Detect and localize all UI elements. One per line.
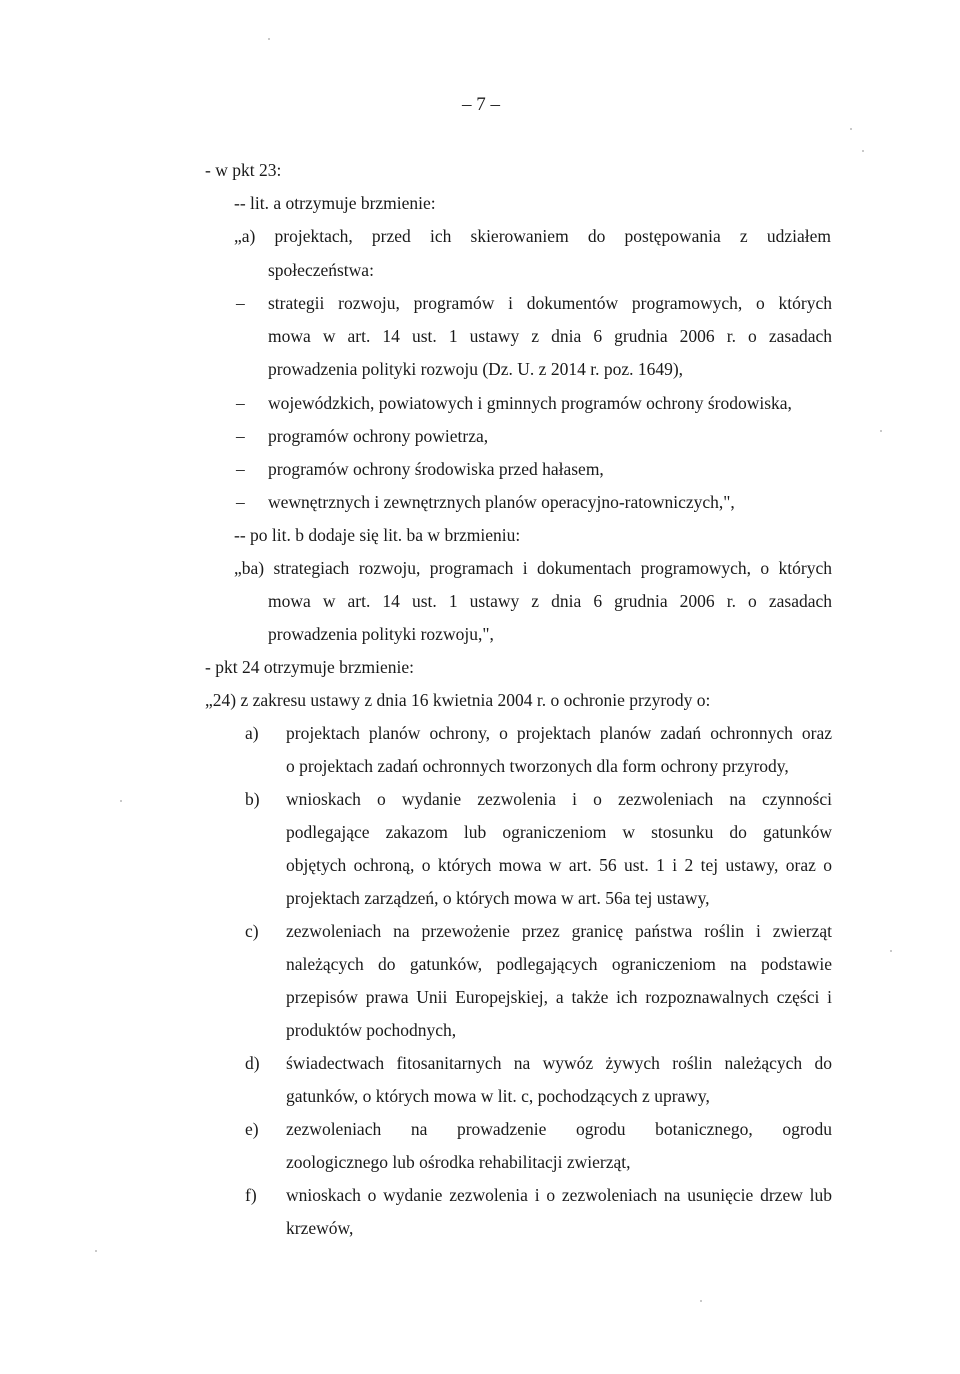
text-line: produktów pochodnych, [286,1020,457,1040]
page-number: – 7 – [462,94,500,115]
text-line: mowa w art. 14 ust. 1 ustawy z dnia 6 grudnia 2006 r. o zasadach [268,591,832,611]
scan-speck [862,150,864,152]
dash-bullet: – [236,492,245,512]
item-letter-c: c) [245,921,259,941]
text-line: wnioskach o wydanie zezwolenia i o zezwoleniach na czynności [286,789,832,809]
text-line: - w pkt 23: [205,160,282,180]
text-line: wewnętrznych i zewnętrznych planów operacyjno-ratowniczych,", [268,492,735,512]
scan-speck [120,800,122,802]
text-line: zoologicznego lub ośrodka rehabilitacji zwierząt, [286,1152,631,1172]
scan-speck [95,1250,97,1252]
scan-speck [700,1300,702,1302]
text-line: - pkt 24 otrzymuje brzmienie: [205,657,414,677]
dash-bullet: – [236,426,245,446]
text-line: społeczeństwa: [268,260,374,280]
text-line: prowadzenia polityki rozwoju (Dz. U. z 2014 r. poz. 1649), [268,359,684,379]
text-line: objętych ochroną, o których mowa w art. 56 ust. 1 i 2 tej ustawy, oraz o [286,855,832,875]
text-line: wnioskach o wydanie zezwolenia i o zezwoleniach na usunięcie drzew lub [286,1185,832,1205]
text-line: „a) projektach, przed ich skierowaniem do postępowania z udziałem [234,226,831,246]
scan-speck [880,430,882,432]
text-line: podlegające zakazom lub ograniczeniom w stosunku do gatunków [286,822,832,842]
text-line: przepisów prawa Unii Europejskiej, a także ich rozpoznawalnych części i [286,987,832,1007]
text-line: strategii rozwoju, programów i dokumentów programowych, o których [268,293,832,313]
item-letter-e: e) [245,1119,259,1139]
text-line: wojewódzkich, powiatowych i gminnych programów ochrony środowiska, [268,393,792,413]
text-line: -- lit. a otrzymuje brzmienie: [234,193,436,213]
text-line: należących do gatunków, podlegających ograniczeniom na podstawie [286,954,832,974]
text-line: krzewów, [286,1218,354,1238]
text-line: gatunków, o których mowa w lit. c, pochodzących z uprawy, [286,1086,710,1106]
scan-speck [268,38,270,40]
item-letter-f: f) [245,1185,257,1205]
text-line: programów ochrony powietrza, [268,426,489,446]
scan-speck [890,950,892,952]
text-line: prowadzenia polityki rozwoju,", [268,624,494,644]
item-letter-d: d) [245,1053,260,1073]
item-letter-b: b) [245,789,260,809]
scan-speck [850,128,852,130]
text-line: „ba) strategiach rozwoju, programach i dokumentach programowych, o których [234,558,832,578]
text-line: zezwoleniach na przewożenie przez granicę państwa roślin i zwierząt [286,921,832,941]
text-line: o projektach zadań ochronnych tworzonych dla form ochrony przyrody, [286,756,789,776]
text-line: „24) z zakresu ustawy z dnia 16 kwietnia 2004 r. o ochronie przyrody o: [205,690,711,710]
text-line: mowa w art. 14 ust. 1 ustawy z dnia 6 grudnia 2006 r. o zasadach [268,326,832,346]
text-line: -- po lit. b dodaje się lit. ba w brzmieniu: [234,525,521,545]
dash-bullet: – [236,293,245,313]
dash-bullet: – [236,459,245,479]
text-line: projektach zarządzeń, o których mowa w art. 56a tej ustawy, [286,888,710,908]
dash-bullet: – [236,393,245,413]
item-letter-a: a) [245,723,259,743]
text-line: projektach planów ochrony, o projektach planów zadań ochronnych oraz [286,723,832,743]
text-line: zezwoleniach na prowadzenie ogrodu botanicznego, ogrodu [286,1119,832,1139]
text-line: programów ochrony środowiska przed hałasem, [268,459,604,479]
text-line: świadectwach fitosanitarnych na wywóz żywych roślin należących do [286,1053,832,1073]
